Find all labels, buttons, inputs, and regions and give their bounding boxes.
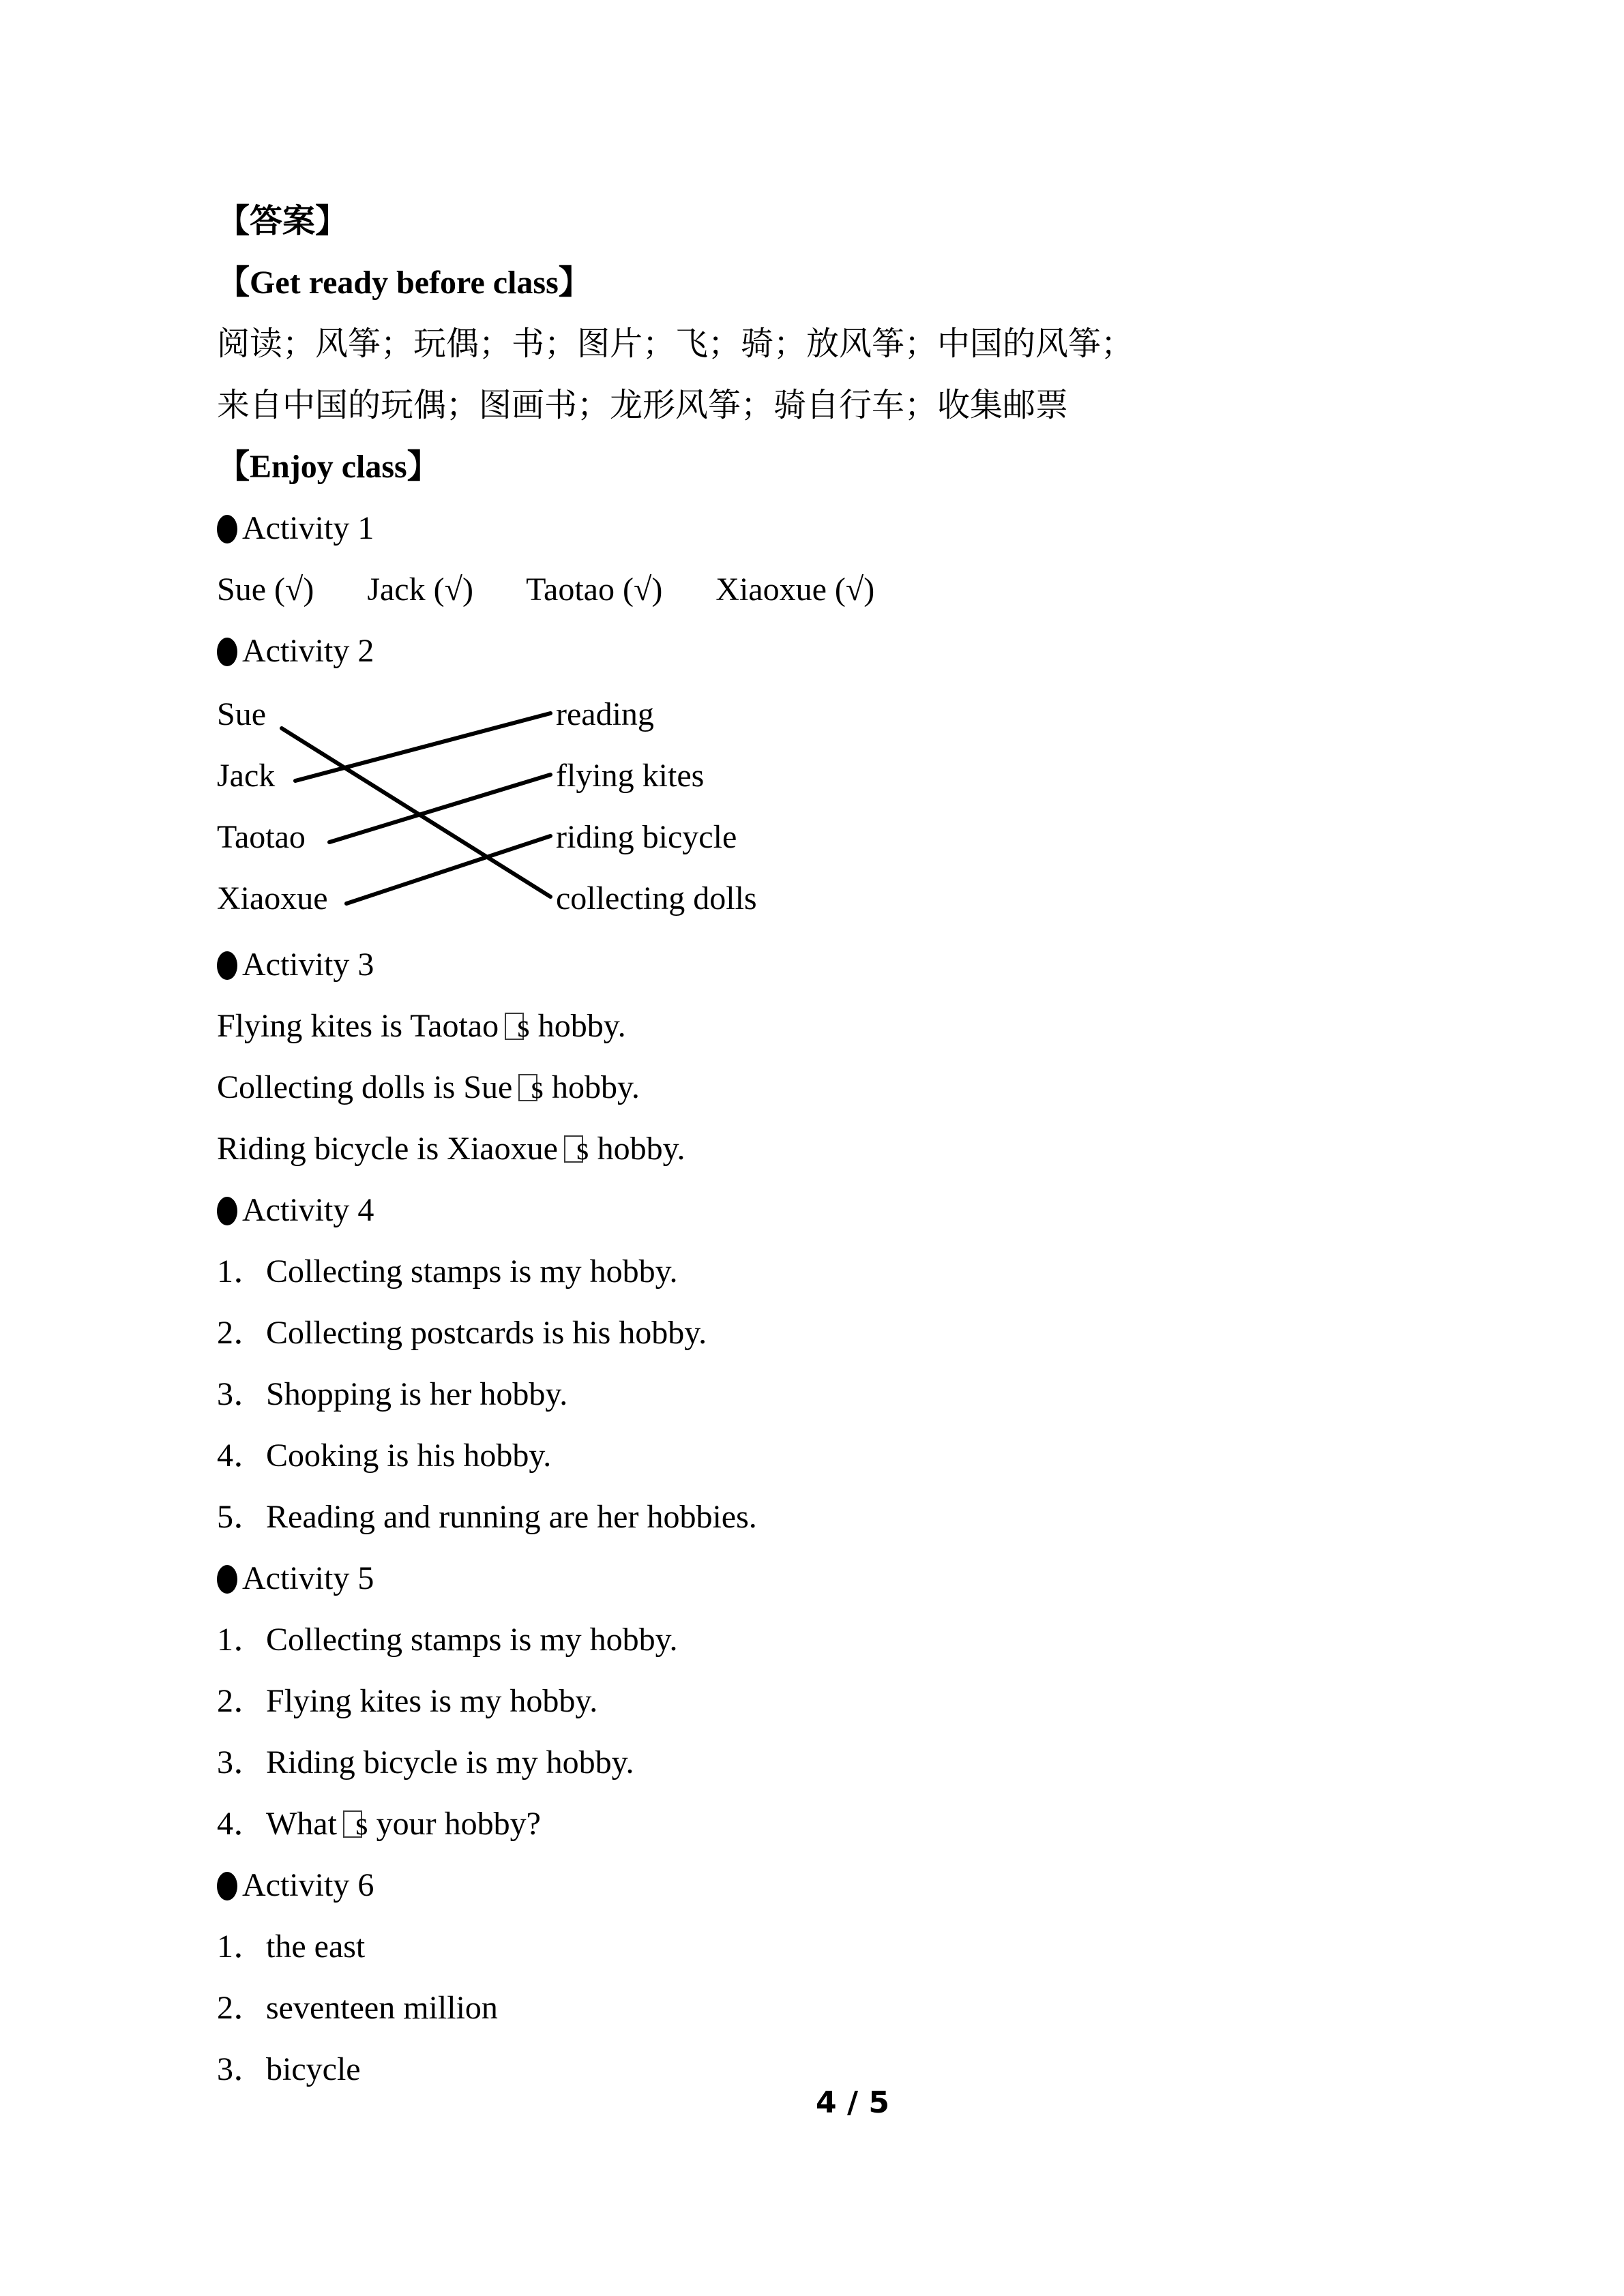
match-line-sue-collecting-dolls [282, 728, 550, 897]
activity-4-item-4: 4．Cooking is his hobby. [217, 1437, 552, 1474]
sentence-text: s hobby. [576, 1131, 685, 1167]
sentence-text: s hobby. [531, 1069, 640, 1105]
check-entry-jack [367, 571, 473, 608]
activity-4-item-5: 5．Reading and running are her hobbies. [217, 1499, 757, 1535]
activity-6-heading [217, 1855, 1526, 1916]
activity-1-answers [217, 559, 1526, 621]
check-mark: (√) [834, 571, 875, 608]
activity-4-label: Activity 4 [242, 1192, 374, 1228]
section-enjoy-class-title: 【Enjoy class】 [217, 449, 440, 485]
sentence-text: Riding bicycle is Xiaoxue [217, 1131, 558, 1167]
match-line-xiaoxue-riding-bicycle [346, 836, 550, 904]
activity-bullet-icon [217, 1872, 237, 1900]
activity-bullet-icon [217, 1565, 237, 1594]
match-line-taotao-flying-kites [329, 775, 550, 842]
match-left-sue: Sue [217, 696, 266, 732]
sentence-text: s hobby. [517, 1008, 626, 1044]
activity-3-sentence-1 [217, 996, 1526, 1057]
match-right-reading: reading [556, 696, 654, 732]
document-content [217, 191, 1526, 2100]
activity-6-item-1: 1．the east [217, 1928, 366, 1965]
activity-3-sentence-2 [217, 1057, 1526, 1118]
check-name: Jack [367, 571, 426, 608]
get-ready-answer-line-2: 来自中国的玩偶；图画书；龙形风筝；骑自行车；收集邮票 [217, 387, 1069, 423]
match-left-taotao: Taotao [217, 819, 306, 855]
match-right-collecting-dolls: collecting dolls [556, 880, 757, 916]
check-entry-xiaoxue [715, 571, 874, 608]
get-ready-answer-line-1: 阅读；风筝；玩偶；书；图片；飞；骑；放风筝；中国的风筝； [217, 326, 1134, 362]
match-line-jack-reading [295, 713, 550, 781]
activity-6-item-3: 3．bicycle [217, 2051, 361, 2087]
check-mark: (√) [274, 571, 314, 608]
check-name: Sue [217, 571, 266, 608]
activity-4-item-1: 1．Collecting stamps is my hobby. [217, 1253, 678, 1289]
activity-6-label: Activity 6 [242, 1867, 374, 1903]
activity-3-label: Activity 3 [242, 946, 374, 983]
activity-bullet-icon [217, 1197, 237, 1225]
sentence-text: Collecting dolls is Sue [217, 1069, 513, 1105]
sentence-text: s your hobby? [355, 1806, 541, 1842]
check-entry-taotao [526, 571, 662, 608]
check-name: Xiaoxue [715, 571, 827, 608]
activity-6-item-2: 2．seventeen million [217, 1990, 498, 2026]
activity-5-item-2: 2．Flying kites is my hobby. [217, 1683, 598, 1719]
sentence-text: Flying kites is Taotao [217, 1008, 499, 1044]
activity-2-label: Activity 2 [242, 633, 374, 669]
activity-5-item-1: 1．Collecting stamps is my hobby. [217, 1622, 678, 1658]
match-right-flying-kites: flying kites [556, 758, 705, 794]
activity-4-item-2: 2．Collecting postcards is his hobby. [217, 1315, 707, 1351]
activity-4-heading [217, 1180, 1526, 1241]
answers-title: 【答案】 [217, 203, 349, 239]
match-right-riding-bicycle: riding bicycle [556, 819, 737, 855]
page-number: 4 / 5 [816, 2085, 889, 2120]
check-entry-sue [217, 571, 314, 608]
activity-4-item-3: 3．Shopping is her hobby. [217, 1376, 568, 1412]
check-mark: (√) [433, 571, 473, 608]
activity-1-label: Activity 1 [242, 510, 374, 546]
sentence-text: 4．What [217, 1806, 337, 1842]
activity-bullet-icon [217, 951, 237, 980]
match-left-xiaoxue: Xiaoxue [217, 880, 328, 916]
activity-1-heading [217, 498, 1526, 559]
activity-bullet-icon [217, 515, 237, 543]
activity-5-heading [217, 1548, 1526, 1609]
activity-3-sentence-3 [217, 1118, 1526, 1180]
activity-2-matching-diagram [217, 682, 1526, 934]
activity-3-heading [217, 934, 1526, 996]
activity-bullet-icon [217, 638, 237, 666]
activity-5-item-3: 3．Riding bicycle is my hobby. [217, 1744, 634, 1780]
check-name: Taotao [526, 571, 615, 608]
activity-5-label: Activity 5 [242, 1560, 374, 1596]
match-left-jack: Jack [217, 758, 276, 794]
activity-2-heading [217, 621, 1526, 682]
check-mark: (√) [622, 571, 663, 608]
section-get-ready-title: 【Get ready before class】 [217, 265, 591, 301]
activity-5-item-4 [217, 1793, 1526, 1855]
